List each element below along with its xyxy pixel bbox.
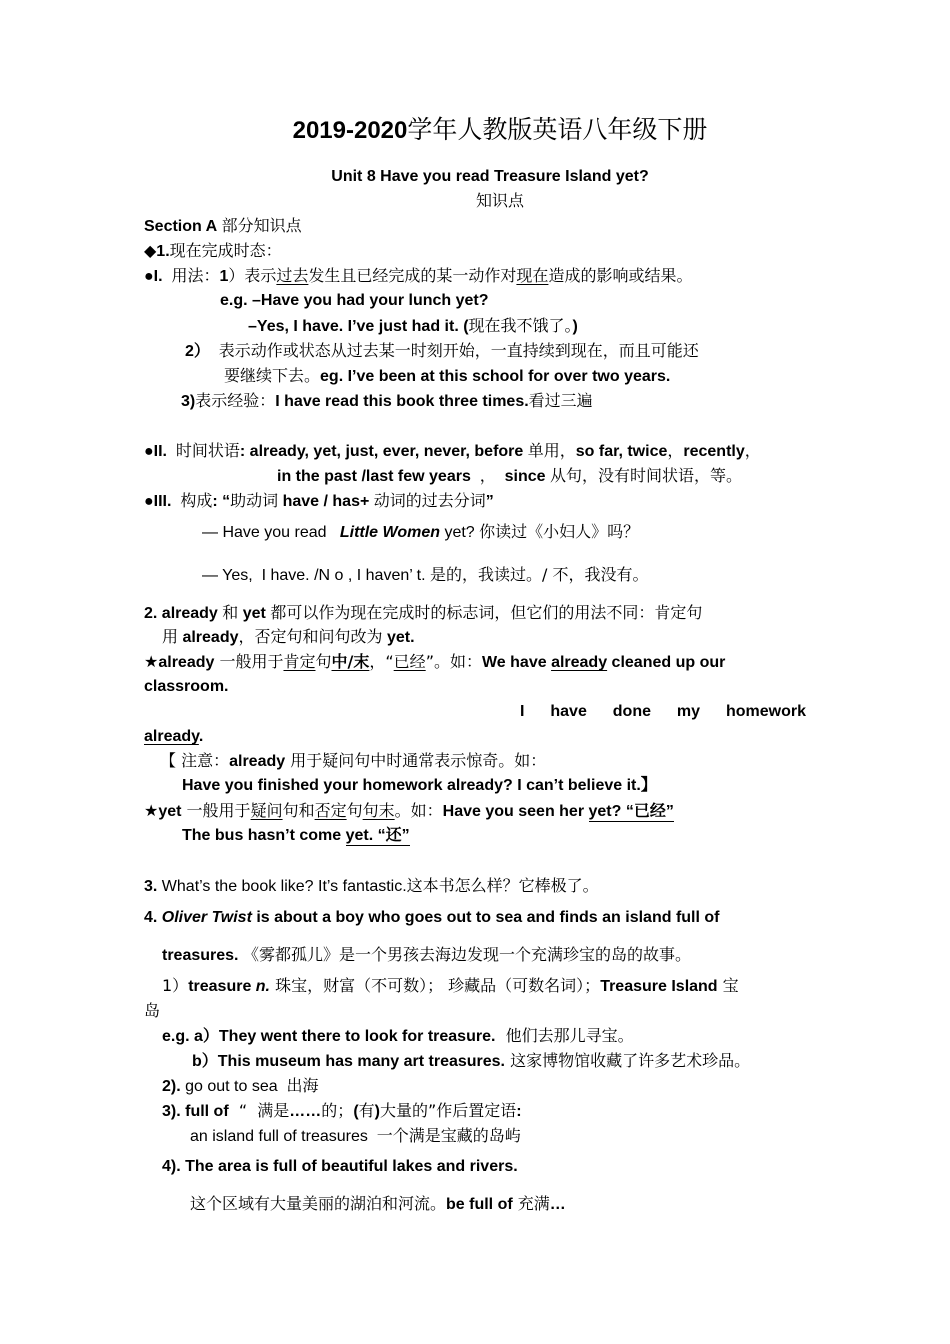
area-translation: 这个区域有大量美丽的湖泊和河流。be full of 充满… [190, 1194, 566, 1213]
full-of: 3). full of “ 满是……的；(有)大量的”作后置定语: [162, 1101, 522, 1120]
note-example: Have you finished your homework already? I can’t believe it.】 [182, 777, 657, 794]
example-1: e.g. –Have you had your lunch yet? [220, 292, 489, 309]
usage-line: ●I. 用法：1）表示过去发生且已经完成的某一动作对现在造成的影响或结果。 [144, 266, 693, 285]
note: 【 注意：already 用于疑问句中时通常表示惊奇。如： [160, 751, 547, 770]
time-adverbials: ●II. 时间状语: already, yet, just, ever, never, before 单用，so far, twice，recently， [144, 441, 761, 460]
title-text: 学年人教版英语八年级下册 [407, 115, 708, 144]
example-2: –Yes, I have. I’ve just had it. (现在我不饿了。) [248, 316, 578, 335]
yet-example: The bus hasn’t come yet. “还” [182, 827, 410, 844]
already-rule-cont: classroom. [144, 678, 229, 695]
usage-3: 3)表示经验：I have read this book three times.看过三遍 [181, 391, 593, 410]
treasure-def: 1）treasure n. 珠宝，财富（不可数）； 珍藏品（可数名词）；Treasure Island 宝 [162, 976, 739, 995]
section-heading: Section A 部分知识点 [144, 216, 302, 235]
go-out-to-sea: 2). go out to sea 出海 [162, 1076, 319, 1095]
point-2: 2. already 和 yet 都可以作为现在完成时的标志词，但它们的用法不同：肯定句 [144, 603, 703, 622]
full-of-example: an island full of treasures 一个满是宝藏的岛屿 [190, 1126, 521, 1145]
yet-rule: ★yet 一般用于疑问句和否定句句末。如：Have you seen her yet? “已经” [144, 801, 674, 820]
treasure-example-a: e.g. a）They went there to look for treasure. 他们去那儿寻宝。 [162, 1026, 634, 1045]
point-2-cont: 用 already，否定句和问句改为 yet. [162, 627, 415, 646]
area-sentence: 4). The area is full of beautiful lakes and rivers. [162, 1158, 518, 1175]
usage-2-cont: 要继续下去。eg. I’ve been at this school for over two years. [224, 366, 671, 385]
already-example-end: already. [144, 728, 204, 745]
title-year: 2019-2020 [292, 117, 408, 144]
structure: ●III. 构成: “助动词 have / has+ 动词的过去分词” [144, 491, 494, 510]
point-1-heading: ◆1.现在完成时态： [144, 241, 282, 260]
point-4: 4. Oliver Twist is about a boy who goes out to sea and finds an island full of [144, 909, 720, 926]
dialog-1: — Have you read Little Women yet? 你读过《小妇人》吗？ [202, 522, 640, 541]
point-4-cont: treasures. 《雾都孤儿》是一个男孩去海边发现一个充满珍宝的岛的故事。 [162, 945, 691, 964]
time-adverbials-cont: in the past /last few years ， since 从句，没有时间状语，等。 [277, 466, 743, 485]
page-title [0, 115, 950, 146]
point-3: 3. What’s the book like? It’s fantastic.这本书怎么样？它棒极了。 [144, 876, 599, 895]
subtitle: 知识点 [475, 191, 524, 210]
usage-2: 2） 表示动作或状态从过去某一时刻开始，一直持续到现在，而且可能还 [185, 341, 699, 360]
treasure-example-b: b）This museum has many art treasures. 这家博物馆收藏了许多艺术珍品。 [192, 1051, 751, 1070]
unit-title: Unit 8 Have you read Treasure Island yet? [331, 168, 649, 185]
already-example: I have done my homework [520, 703, 806, 720]
dialog-2: — Yes, I have. /N o , I haven’ t. 是的，我读过。/ 不，我没有。 [202, 565, 649, 584]
treasure-def-cont: 岛 [144, 1001, 161, 1020]
already-rule: ★already 一般用于肯定句中/末，“已经”。如：We have already cleaned up our [144, 652, 726, 671]
